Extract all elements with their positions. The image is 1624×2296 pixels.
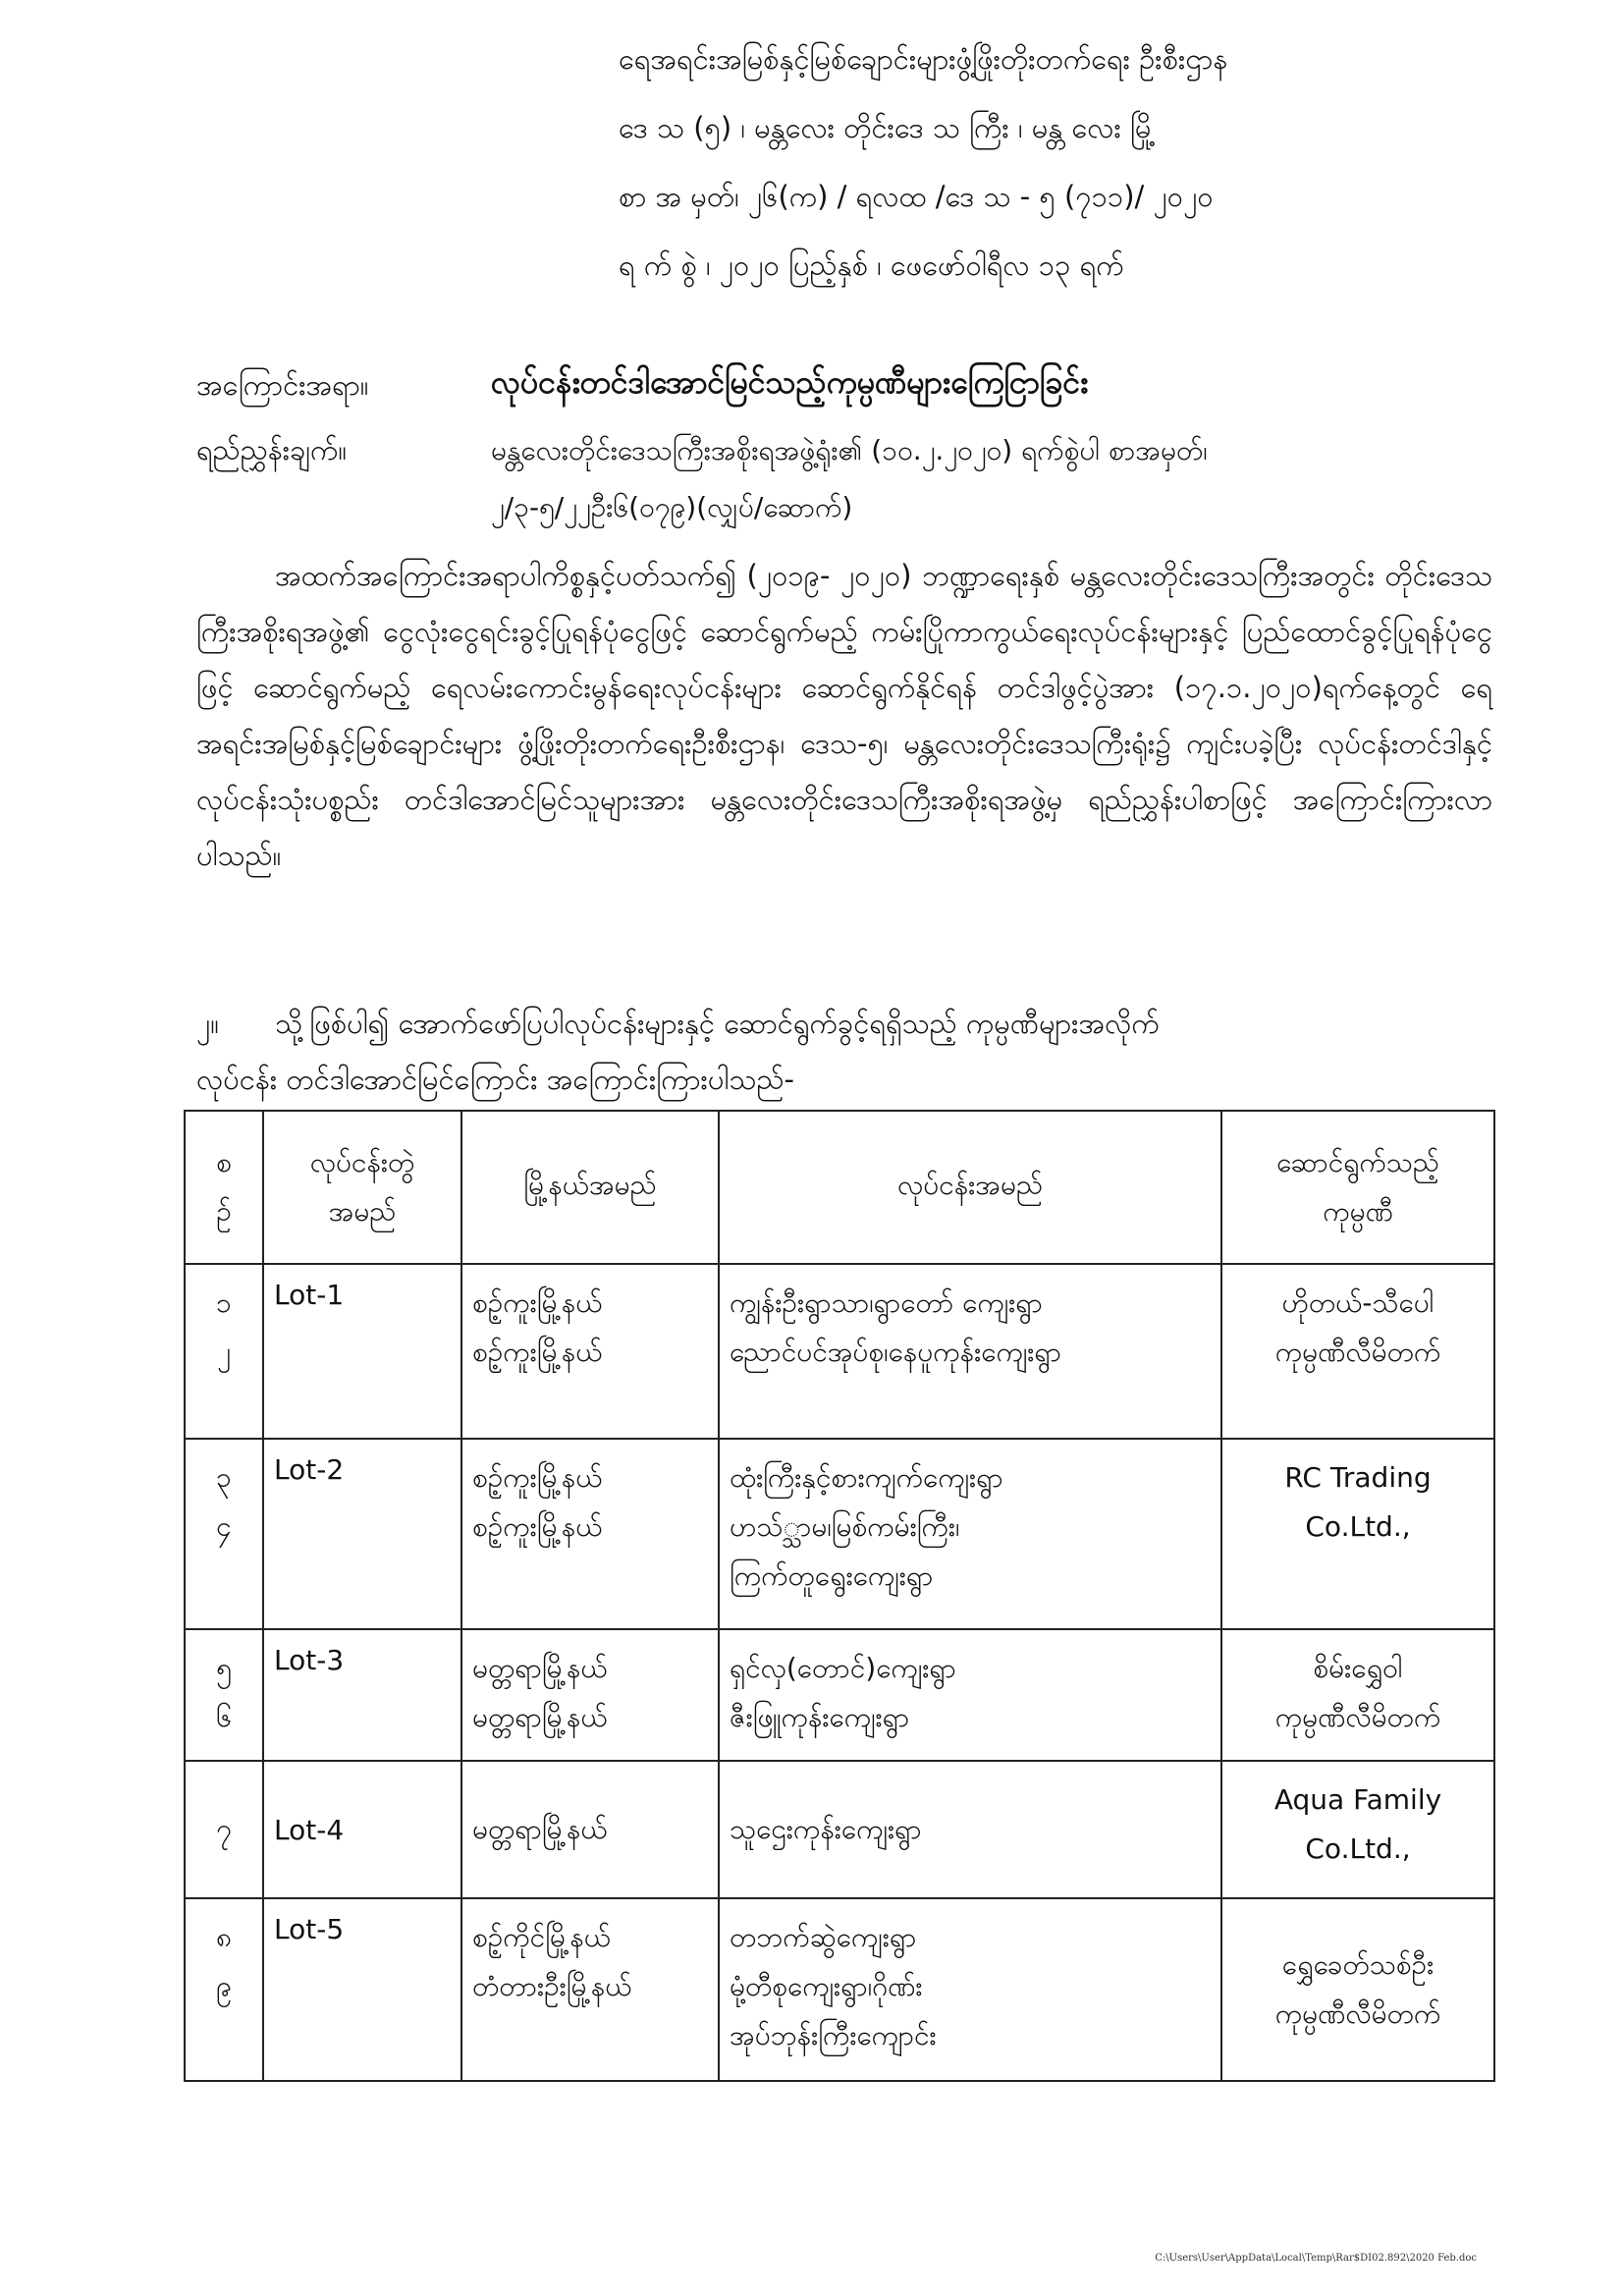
header-serial-no: စ ဉ် (185, 1111, 263, 1264)
subject-title: လုပ်ငန်းတင်ဒါအောင်မြင်သည့်ကုမ္ပဏီများကြေငြာခြင်း (491, 363, 1089, 401)
cell-serial-no: ၇ (185, 1761, 263, 1898)
body-paragraph-1 (196, 548, 1492, 884)
header-township: မြို့နယ်အမည် (461, 1111, 719, 1264)
header-region: ဒေ သ (၅) ၊ မန္တလေး တိုင်းဒေ သ ကြီး ၊ မန္တ လေး မြို့ (619, 111, 1156, 144)
subject-label: အကြောင်းအရာ။ (196, 368, 369, 402)
cell-township: မတ္တရာမြို့နယ် (461, 1761, 719, 1898)
cell-serial-no: ၁ ၂ (185, 1264, 263, 1439)
cell-project: တဘက်ဆွဲကျေးရွာ မုံ့တီစုကျေးရွာ၊ဂိုဏ်း အုပ်ဘုန်းကြီးကျောင်း (719, 1898, 1221, 2081)
table-row (185, 1264, 1494, 1439)
cell-serial-no: ၅ ၆ (185, 1629, 263, 1761)
cell-company: စိမ်းရွှေဝါ ကုမ္ပဏီလီမိတက် (1221, 1629, 1494, 1761)
cell-project: ထုံးကြီးနှင့်စားကျက်ကျေးရွာ ဟသ်္သာမ၊မြစ်ကမ်းကြီး၊ ကြက်တူရွေးကျေးရွာ (719, 1439, 1221, 1629)
cell-township: စဉ့်ကူးမြို့နယ် စဉ့်ကူးမြို့နယ် (461, 1264, 719, 1439)
cell-company: ရွှေခေတ်သစ်ဦး ကုမ္ပဏီလီမိတက် (1221, 1898, 1494, 2081)
cell-company: Aqua Family Co.Ltd., (1221, 1761, 1494, 1898)
header-lot-name: လုပ်ငန်းတွဲ အမည် (263, 1111, 461, 1264)
footer-file-path: C:\Users\User\AppData\Local\Temp\Rar$DI02.892\2020 Feb.doc (1155, 2253, 1477, 2264)
table-row (185, 1898, 1494, 2081)
cell-lot: Lot-1 (263, 1264, 461, 1439)
table-row (185, 1629, 1494, 1761)
reference-label: ရည်ညွှန်းချက်။ (196, 433, 348, 466)
header-date: ရ က် စွဲ ၊ ၂၀၂၀ ပြည့်နှစ် ၊ ဖေဖော်ဝါရီလ ၁၃ ရက် (619, 248, 1124, 282)
body-paragraph-2 (196, 996, 1492, 1108)
cell-project: ကျွန်းဦးရွာသာ၊ရွာတော် ကျေးရွာ ညောင်ပင်အုပ်စု၊နေပူကုန်းကျေးရွာ (719, 1264, 1221, 1439)
reference-line-1: မန္တလေးတိုင်းဒေသကြီးအစိုးရအဖွဲ့ရုံး၏ (၁၀.၂.၂၀၂၀) ရက်စွဲပါ စာအမှတ်၊ (491, 434, 1208, 466)
cell-lot: Lot-2 (263, 1439, 461, 1629)
table-row (185, 1761, 1494, 1898)
cell-project: သူဌေးကုန်းကျေးရွာ (719, 1761, 1221, 1898)
header-letter-number: စာ အ မှတ်၊ ၂၆(က) / ရလထ /ဒေ သ - ၅ (၇၁၁)/ ၂၀၂၀ (619, 180, 1214, 213)
reference-line-2: ၂/၃-၅/၂၂ဦး၆(၀၇၉)(လျှပ်/ဆောက်) (491, 491, 853, 523)
cell-lot: Lot-5 (263, 1898, 461, 2081)
header-department: ရေအရင်းအမြစ်နှင့်မြစ်ချောင်းများဖွံ့ဖြိုးတိုးတက်ရေး ဦးစီးဌာန (619, 42, 1228, 76)
cell-serial-no: ၈ ၉ (185, 1898, 263, 2081)
cell-company: ဟိုတယ်-သီပေါ ကုမ္ပဏီလီမိတက် (1221, 1264, 1494, 1439)
cell-lot: Lot-3 (263, 1629, 461, 1761)
cell-company: RC Trading Co.Ltd., (1221, 1439, 1494, 1629)
cell-township: စဉ့်ကူးမြို့နယ် စဉ့်ကူးမြို့နယ် (461, 1439, 719, 1629)
paragraph-1-text: အထက်အကြောင်းအရာပါကိစ္စနှင့်ပတ်သက်၍ (၂၀၁၉- ၂၀၂၀) ဘဏ္ဍာရေးနှစ် မန္တလေးတိုင်းဒေသကြီးအတွင်း တိုင်းဒေသကြီးအစိုးရအဖွဲ့၏ ငွေလုံးငွေရင်းခွင့်ပြုရန်ပုံငွေဖြင့် ဆောင်ရွက်မည့် ကမ်းပြိုကာကွယ်ရေးလုပ်ငန်းများနှင့် ပြည်ထောင်ခွင့်ပြုရန်ပုံငွေဖြင့် ဆောင်ရွက်မည့် ရေလမ်းကောင်းမွန်ရေးလုပ်ငန်းများ ဆောင်ရွက်နိုင်ရန် တင်ဒါဖွင့်ပွဲအား (၁၇.၁.၂၀၂၀)ရက်နေ့တွင် ရေအရင်းအမြစ်နှင့်မြစ်ချောင်းများ ဖွံ့ဖြိုးတိုးတက်ရေးဦးစီးဌာန၊ ဒေသ-၅၊ မန္တလေးတိုင်းဒေသကြီးရုံး၌ ကျင်းပခဲ့ပြီး လုပ်ငန်းတင်ဒါနှင့် လုပ်ငန်းသုံးပစ္စည်း တင်ဒါအောင်မြင်သူများအား မန္တလေးတိုင်းဒေသကြီးအစိုးရအဖွဲ့မှ ရည်ညွှန်းပါစာဖြင့် အကြောင်းကြားလာပါသည်။ (196, 559, 1492, 872)
cell-lot: Lot-4 (263, 1761, 461, 1898)
header-project: လုပ်ငန်းအမည် (719, 1111, 1221, 1264)
paragraph-2-line-1: သို့ဖြစ်ပါ၍ အောက်ဖော်ပြပါလုပ်ငန်းများနှင့် ဆောင်ရွက်ခွင့်ရရှိသည့် ကုမ္ပဏီများအလိုက် (275, 1007, 1160, 1040)
cell-township: မတ္တရာမြို့နယ် မတ္တရာမြို့နယ် (461, 1629, 719, 1761)
header-company: ဆောင်ရွက်သည့် ကုမ္ပဏီ (1221, 1111, 1494, 1264)
cell-project: ရှင်လှ(တောင်)ကျေးရွာ ဇီးဖြူကုန်းကျေးရွာ (719, 1629, 1221, 1761)
table-header-row (185, 1111, 1494, 1264)
tender-results-table (184, 1110, 1495, 2082)
table-row (185, 1439, 1494, 1629)
paragraph-2-number: ၂။ (196, 1007, 220, 1040)
paragraph-2-line-2: လုပ်ငန်း တင်ဒါအောင်မြင်ကြောင်း အကြောင်းကြားပါသည်- (196, 1063, 794, 1096)
cell-township: စဉ့်ကိုင်မြို့နယ် တံတားဦးမြို့နယ် (461, 1898, 719, 2081)
cell-serial-no: ၃ ၄ (185, 1439, 263, 1629)
